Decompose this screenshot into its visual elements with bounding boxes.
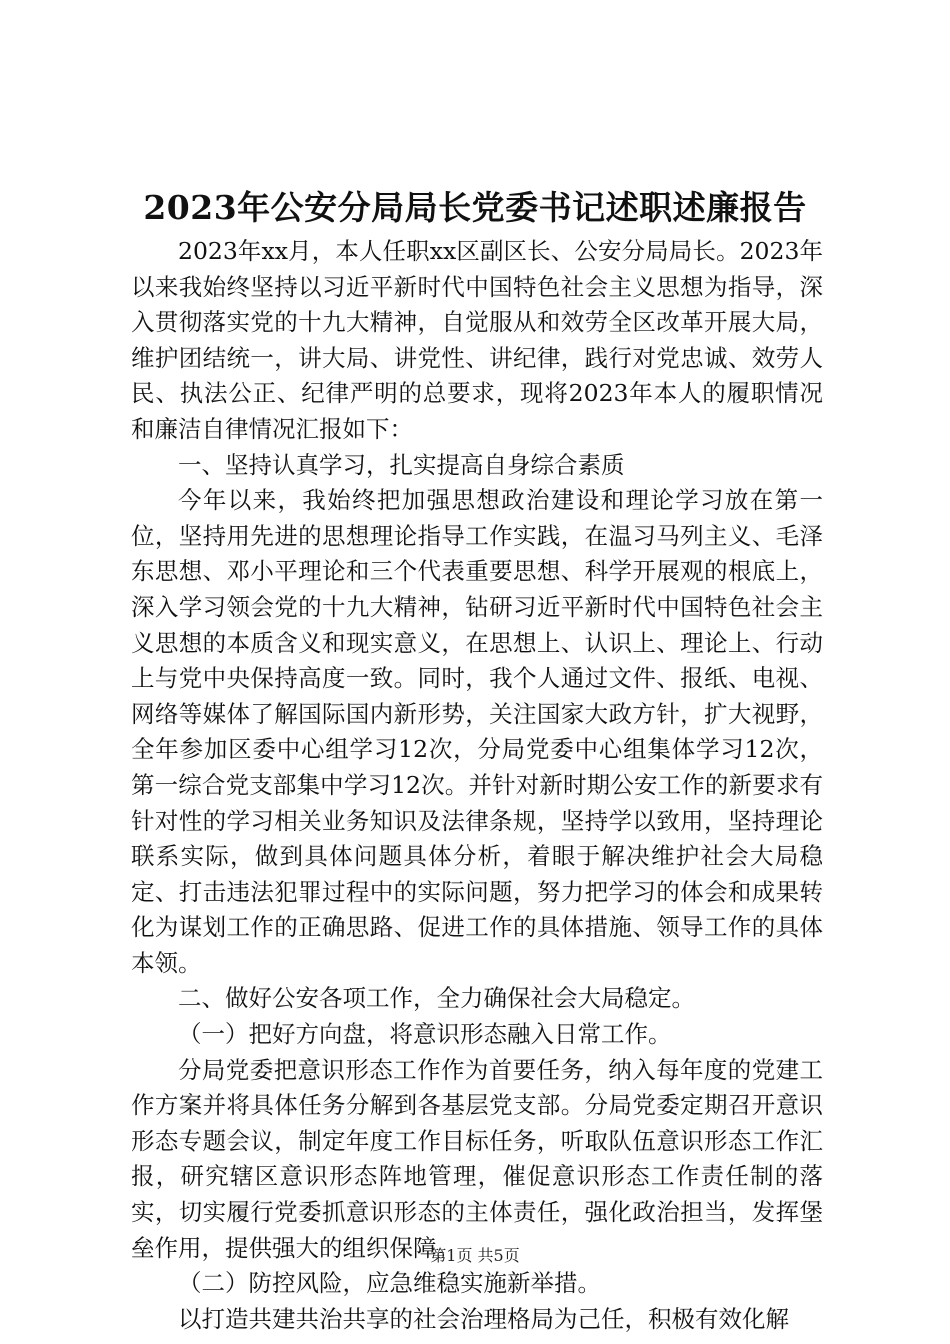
paragraph-ideology: 分局党委把意识形态工作作为首要任务，纳入每年度的党建工作方案并将具体任务分解到各基层党支部。分局党委定期召开意识形态专题会议，制定年度工作目标任务，听取队伍意识形态工作汇报，研究辖区意识形态阵地管理，催促意识形态工作责任制的落实，切实履行党委抓意识形态的主体责任，强化政治担当，发挥堡垒作用，提供强大的组织保障。 (131, 1055, 823, 1262)
document-title: 2023年公安分局局长党委书记述职述廉报告 (143, 188, 807, 227)
paragraph-study: 今年以来，我始终把加强思想政治建设和理论学习放在第一位，坚持用先进的思想理论指导工作实践，在温习马列主义、毛泽东思想、邓小平理论和三个代表重要思想、科学开展观的根底上，深入学习领会党的十九大精神，钻研习近平新时代中国特色社会主义思想的本质含义和现实意义，在思想上、认识上、理论上、行动上与党中央保持高度一致。同时，我个人通过文件、报纸、电视、网络等媒体了解国际国内新形势，关注国家大政方针，扩大视野，全年参加区委中心组学习12次，分局党委中心组集体学习12次，第一综合党支部集中学习12次。并针对新时期公安工作的新要求有针对性的学习相关业务知识及法律条规，坚持学以致用，坚持理论联系实际，做到具体问题具体分析，着眼于解决维护社会大局稳定、打击违法犯罪过程中的实际问题，努力把学习的体会和成果转化为谋划工作的正确思路、促进工作的具体措施、领导工作的具体本领。 (131, 486, 823, 977)
paragraph-intro: 2023年xx月，本人任职xx区副区长、公安分局局长。2023年以来我始终坚持以习近平新时代中国特色社会主义思想为指导，深入贯彻落实党的十九大精神，自觉服从和效劳全区改革开展大局，维护团结统一，讲大局、讲党性、讲纪律，践行对党忠诚、效劳人民、执法公正、纪律严明的总要求，现将2023年本人的履职情况和廉洁自律情况汇报如下： (131, 237, 823, 443)
page-number-footer: 第1页 共5页 (430, 1246, 520, 1265)
document-body (131, 234, 823, 1337)
subheading-2-1: （一）把好方向盘，将意识形态融入日常工作。 (178, 1020, 672, 1049)
paragraph-risk-control: 以打造共建共治共享的社会治理格局为己任，积极有效化解 (178, 1304, 789, 1333)
heading-section-1: 一、坚持认真学习，扎实提高自身综合素质 (178, 450, 625, 479)
subheading-2-2: （二）防控风险，应急维稳实施新举措。 (178, 1269, 601, 1298)
heading-section-2: 二、做好公安各项工作，全力确保社会大局稳定。 (178, 984, 695, 1013)
